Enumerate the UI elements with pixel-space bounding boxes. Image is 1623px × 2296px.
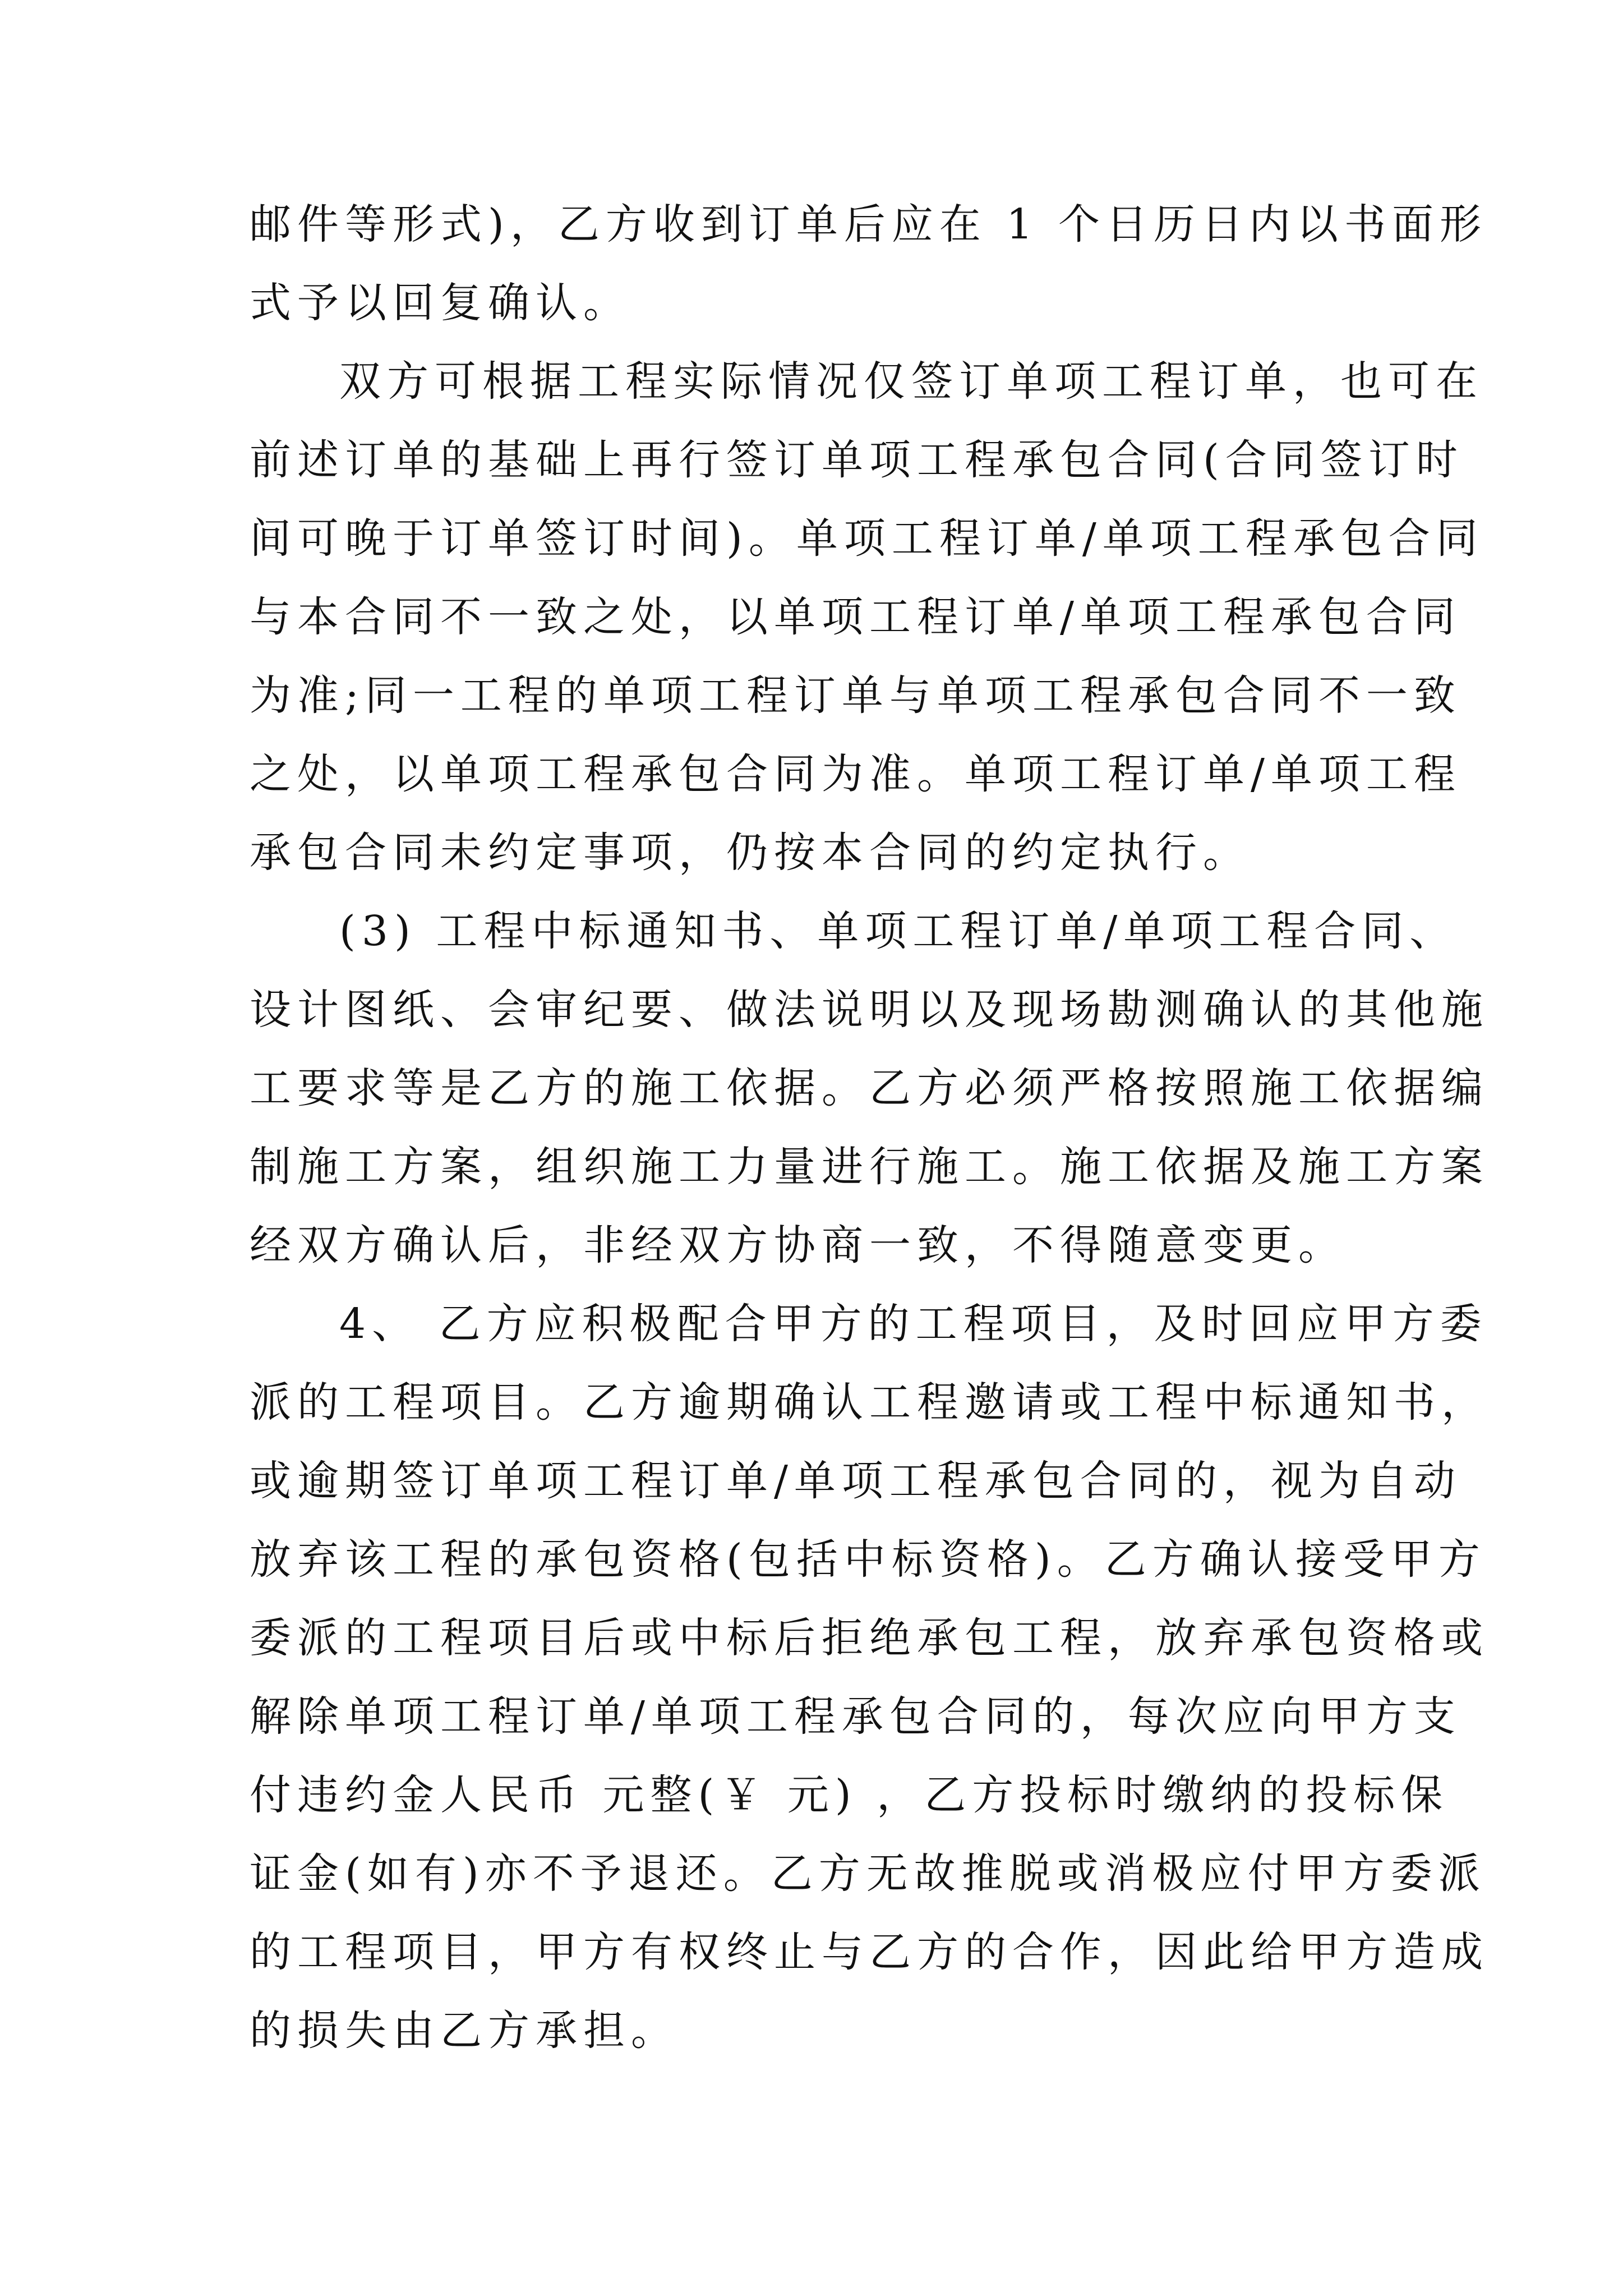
text-line: 工要求等是乙方的施工依据。乙方必须严格按照施工依据编: [250, 1064, 1489, 1112]
text-line: 或逾期签订单项工程订单/单项工程承包合同的，视为自动: [250, 1457, 1461, 1505]
text-line: 放弃该工程的承包资格(包括中标资格)。乙方确认接受甲方: [250, 1535, 1486, 1584]
paragraph-start-line: 双方可根据工程实际情况仅签订单项工程订单，也可在: [339, 357, 1483, 406]
text-line: 设计图纸、会审纪要、做法说明以及现场勘测确认的其他施: [250, 986, 1489, 1034]
paragraph-start-line: (3) 工程中标通知书、单项工程订单/单项工程合同、: [339, 907, 1458, 955]
text-line: 之处，以单项工程承包合同为准。单项工程订单/单项工程: [250, 750, 1461, 798]
paragraph-start-line: 4、 乙方应积极配合甲方的工程项目，及时回应甲方委: [339, 1300, 1488, 1348]
text-line: 邮件等形式)，乙方收到订单后应在 1 个日历日内以书面形: [250, 200, 1487, 249]
text-line: 为准;同一工程的单项工程订单与单项工程承包合同不一致: [250, 671, 1461, 720]
text-line: 的损失由乙方承担。: [250, 2007, 679, 2055]
text-line: 经双方确认后，非经双方协商一致，不得随意变更。: [250, 1221, 1346, 1269]
text-line: 的工程项目，甲方有权终止与乙方的合作，因此给甲方造成: [250, 1928, 1489, 1976]
text-line: 前述订单的基础上再行签订单项工程承包合同(合同签订时: [250, 436, 1464, 484]
text-line: 式予以回复确认。: [250, 279, 631, 327]
text-line: 制施工方案，组织施工力量进行施工。施工依据及施工方案: [250, 1143, 1489, 1191]
text-line: 付违约金人民币 元整(￥ 元) ，乙方投标时缴纳的投标保: [250, 1771, 1449, 1819]
text-line: 证金(如有)亦不予退还。乙方无故推脱或消极应付甲方委派: [250, 1849, 1486, 1898]
text-line: 承包合同未约定事项，仍按本合同的约定执行。: [250, 829, 1251, 877]
text-line: 派的工程项目。乙方逾期确认工程邀请或工程中标通知书，: [250, 1378, 1489, 1427]
text-line: 委派的工程项目后或中标后拒绝承包工程，放弃承包资格或: [250, 1614, 1489, 1662]
text-line: 与本合同不一致之处，以单项工程订单/单项工程承包合同: [250, 593, 1461, 641]
text-line: 解除单项工程订单/单项工程承包合同的，每次应向甲方支: [250, 1692, 1461, 1741]
text-line: 间可晚于订单签订时间)。单项工程订单/单项工程承包合同: [250, 514, 1484, 563]
